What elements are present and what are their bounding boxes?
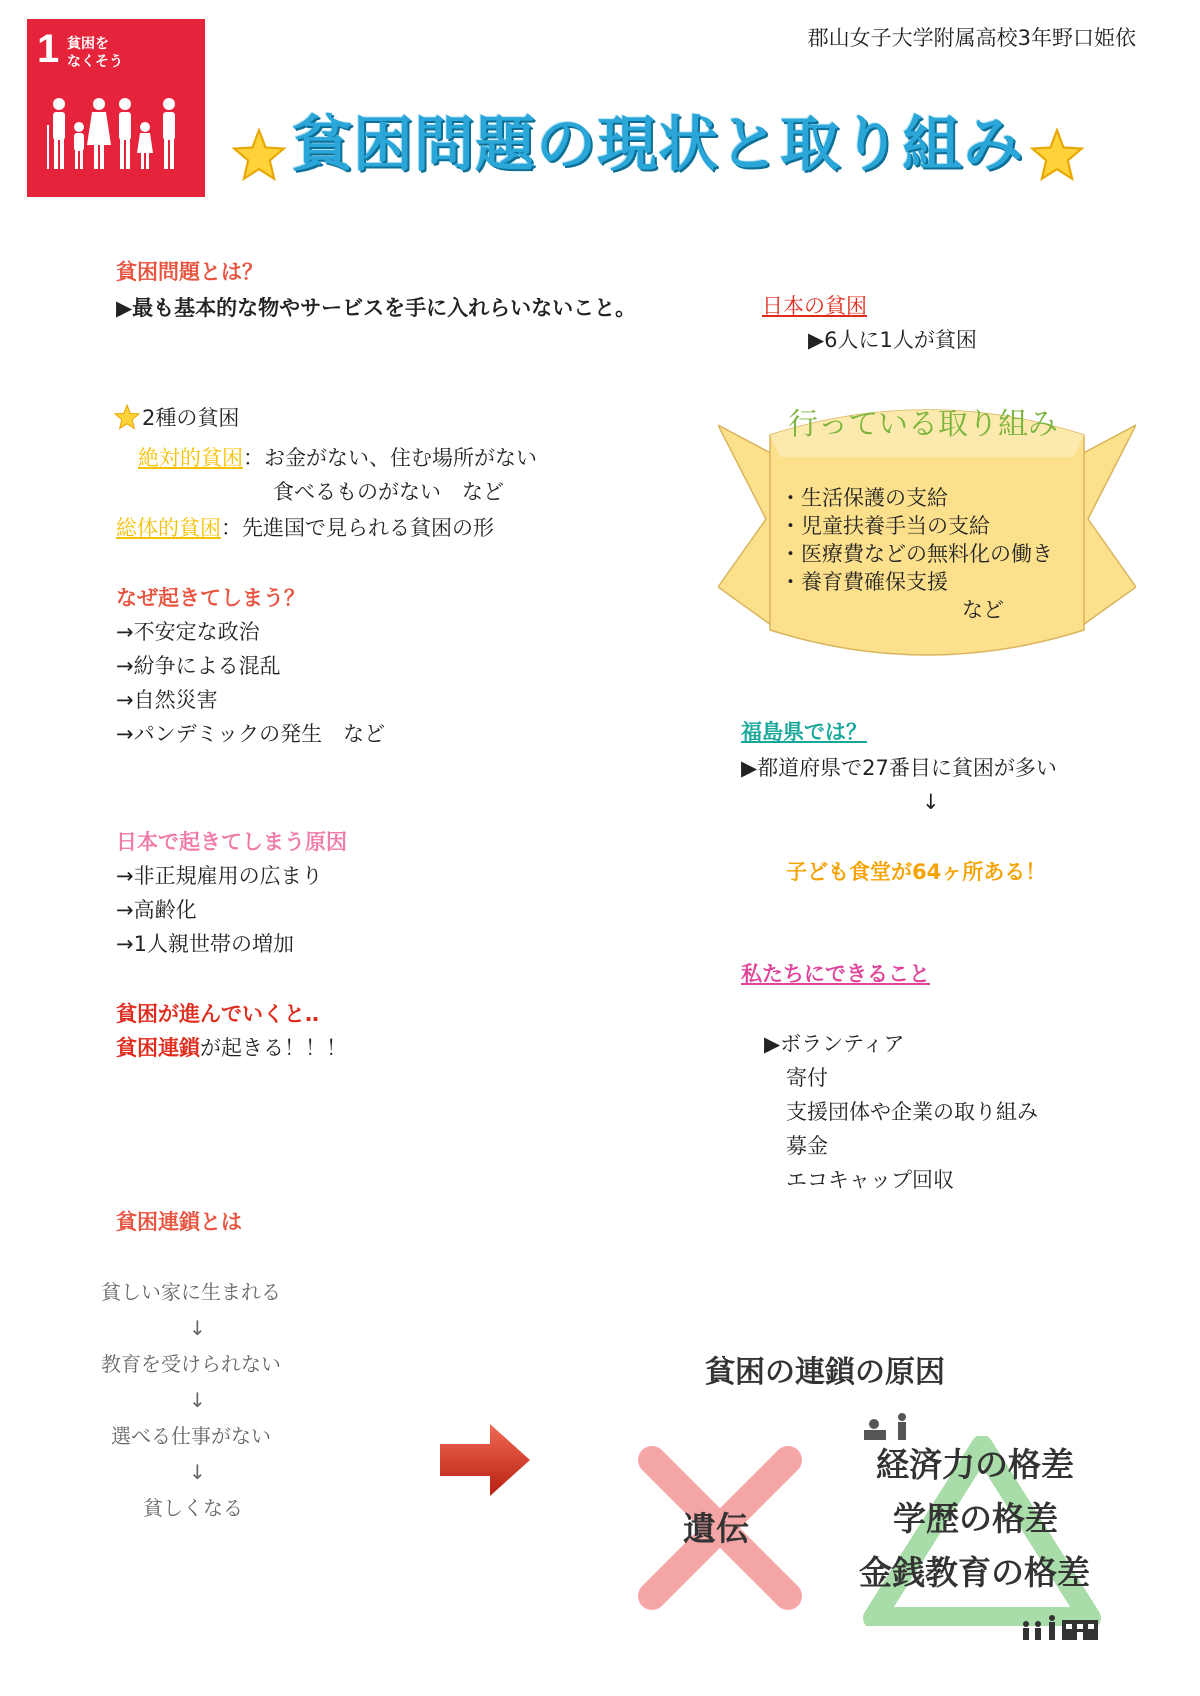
list-item: →紛争による混乱 [116, 654, 281, 678]
star-icon [1030, 128, 1084, 182]
sdg-number: 1 [37, 27, 60, 71]
relative-poverty-row [116, 518, 494, 539]
japan-causes-heading: 日本で起きてしまう原因 [116, 830, 347, 854]
page-title: 貧困問題の現状と取り組み [292, 110, 1024, 180]
list-item: ・児童扶養手当の支給 [780, 514, 990, 538]
school-pictogram-icon [1018, 1614, 1102, 1644]
sdg-label: 貧困を なくそう [67, 36, 123, 70]
list-item: エコキャップ回収 [786, 1168, 954, 1192]
list-item: →1人親世帯の増加 [116, 932, 294, 956]
actions-heading: 私たちにできること [741, 962, 930, 986]
japan-heading: 日本の貧困 [762, 294, 867, 318]
economy-pictogram-icon [862, 1412, 912, 1442]
list-item: 募金 [786, 1134, 828, 1158]
list-item: ・養育費確保支援 [780, 570, 948, 594]
chain-heading: 貧困連鎖とは [116, 1210, 242, 1234]
list-item: →パンデミックの発生 など [116, 722, 386, 746]
absolute-poverty-row [138, 448, 537, 469]
efforts-etc: など [962, 598, 1004, 622]
right-arrow-icon [440, 1422, 532, 1498]
chain-term: 貧困連鎖 [116, 1036, 200, 1060]
progress-line1: 貧困が進んでいくと‥ [116, 1002, 320, 1026]
sdg-goal1-badge [27, 19, 205, 197]
list-item: 寄付 [786, 1066, 828, 1090]
absolute-poverty-term: 絶対的貧困 [138, 446, 243, 470]
cause-item: 金銭教育の格差 [859, 1553, 1090, 1592]
types-heading: 2種の貧困 [142, 406, 240, 430]
chain-step: 貧しい家に生まれる [101, 1280, 281, 1304]
list-item: ▶ボランティア [764, 1032, 905, 1056]
japan-text: ▶6人に1人が貧困 [808, 328, 977, 352]
chain-step: 教育を受けられない [101, 1352, 281, 1376]
cause-item: 経済力の格差 [876, 1445, 1074, 1484]
fukushima-heading: 福島県では？ [741, 720, 867, 744]
chain-step: 貧しくなる [143, 1496, 243, 1520]
author-name: 郡山女子大学附属高校3年野口姫依 [807, 26, 1136, 50]
efforts-heading: 行っている取り組み [788, 407, 1058, 442]
list-item: →非正規雇用の広まり [116, 864, 323, 888]
cause-title: 貧困の連鎖の原因 [705, 1355, 945, 1390]
list-item: →不安定な政治 [116, 620, 260, 644]
absolute-poverty-desc-2: 食べるものがない など [273, 480, 504, 504]
why-heading: なぜ起きてしまう？ [116, 586, 305, 610]
absolute-poverty-desc: ：お金がない、住む場所がない [243, 446, 537, 470]
list-item: ・医療費などの無料化の働き [780, 542, 1053, 566]
chain-arrow: ↓ [189, 1316, 206, 1340]
what-heading: 貧困問題とは？ [116, 260, 263, 284]
star-icon [114, 404, 140, 430]
relative-poverty-term: 総体的貧困 [116, 516, 221, 540]
chain-step: 選べる仕事がない [111, 1424, 271, 1448]
list-item: →高齢化 [116, 898, 197, 922]
chain-arrow: ↓ [189, 1388, 206, 1412]
progress-line2 [116, 1038, 347, 1059]
family-icon [43, 95, 189, 175]
list-item: 支援団体や企業の取り組み [786, 1100, 1038, 1124]
fukushima-text: ▶都道府県で27番目に貧困が多い [741, 756, 1057, 780]
cause-item: 学歴の格差 [893, 1499, 1058, 1538]
fukushima-result: 子ども食堂が64ヶ所ある！ [786, 860, 1047, 884]
list-item: →自然災害 [116, 688, 218, 712]
progress-line2-rest: が起きる！！！ [200, 1036, 347, 1060]
list-item: ・生活保護の支給 [780, 486, 948, 510]
chain-arrow: ↓ [189, 1460, 206, 1484]
relative-poverty-desc: ：先進国で見られる貧困の形 [221, 516, 494, 540]
what-text: ▶最も基本的な物やサービスを手に入れらいないこと。 [116, 296, 637, 320]
fukushima-arrow: ↓ [922, 790, 940, 814]
heredity-label: 遺伝 [683, 1509, 749, 1548]
star-icon [232, 128, 286, 182]
